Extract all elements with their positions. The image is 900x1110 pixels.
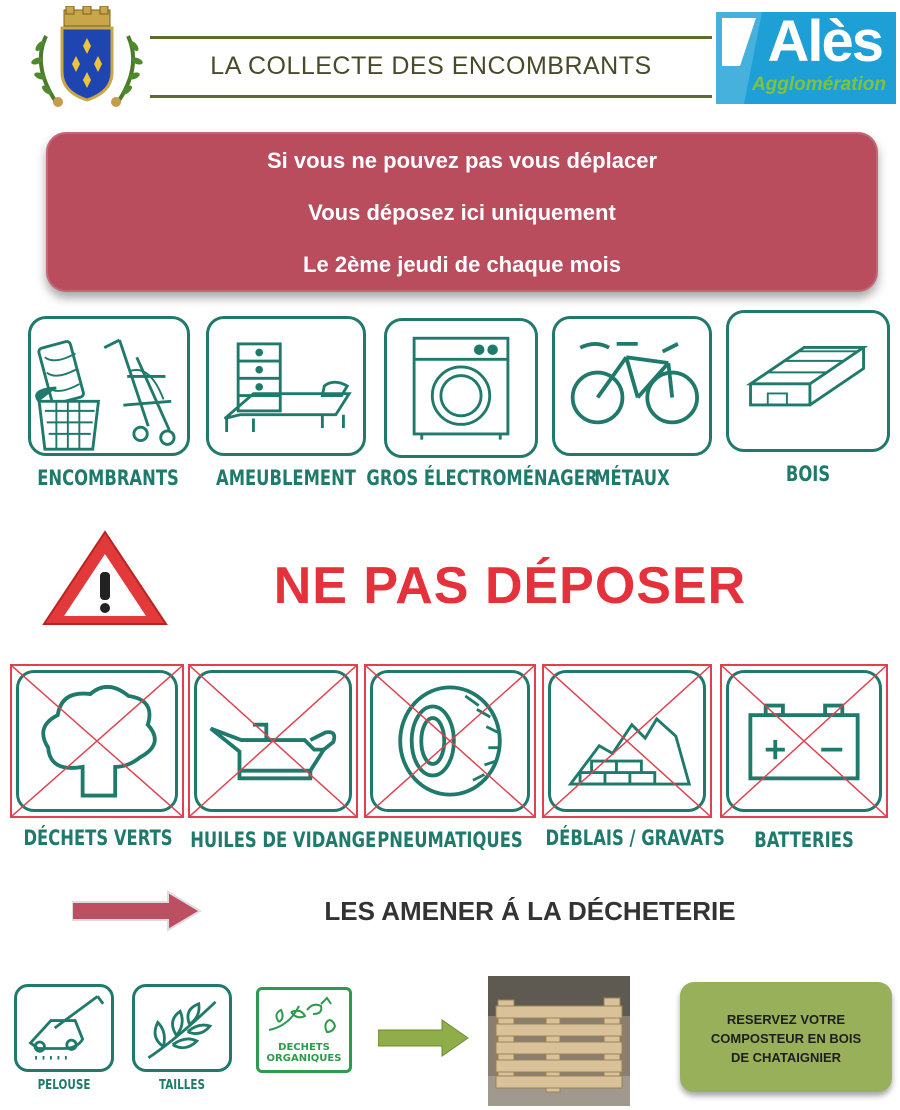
- ales-agglomeration-logo: [716, 9, 896, 104]
- compost-line-3: DE CHATAIGNIER: [730, 1050, 842, 1065]
- logo-subtitle: Agglomération: [751, 74, 886, 95]
- refused-oil-box: [188, 664, 358, 818]
- label-gros-electromenager: GROS ÉLECTROMÉNAGER: [366, 466, 598, 490]
- refused-battery-box: [720, 664, 888, 818]
- refused-tree-box: [10, 664, 184, 818]
- banner-line-2: Vous déposez ici uniquement: [308, 200, 616, 225]
- washing-machine-icon: [384, 318, 538, 458]
- label-tailles: TAILLES: [158, 1078, 206, 1093]
- page-title: LA COLLECTE DES ENCOMBRANTS: [210, 52, 652, 80]
- right-arrow-icon: [72, 890, 202, 932]
- warning-triangle-icon: [40, 528, 170, 628]
- compost-line-2: COMPOSTEUR EN BOIS: [710, 1031, 862, 1046]
- label-huiles-de-vidange: HUILES DE VIDANGE: [190, 828, 377, 852]
- refused-tire-box: [364, 664, 536, 818]
- furniture-icon: [206, 316, 366, 456]
- label-pelouse: PELOUSE: [37, 1078, 91, 1093]
- green-arrow-icon: [378, 1018, 470, 1058]
- organic-line-2: ORGANIQUES: [266, 1053, 342, 1064]
- wood-pallet-icon: [726, 310, 890, 452]
- organic-waste-label: [256, 1042, 352, 1064]
- organic-line-1: DECHETS: [278, 1042, 330, 1053]
- branch-icon: [132, 984, 232, 1072]
- label-pneumatiques: PNEUMATIQUES: [377, 828, 523, 852]
- label-bois: BOIS: [785, 462, 831, 486]
- bulky-items-icon: [28, 316, 190, 456]
- label-dechets-verts: DÉCHETS VERTS: [23, 826, 173, 850]
- info-banner: [46, 132, 878, 292]
- logo-name: Alès: [767, 9, 882, 74]
- compost-reservation-box[interactable]: [680, 982, 892, 1092]
- refused-rubble-box: [542, 664, 712, 818]
- compost-text: [680, 1010, 892, 1067]
- label-ameublement: AMEUBLEMENT: [216, 466, 356, 490]
- label-encombrants: ENCOMBRANTS: [37, 466, 179, 490]
- wooden-composter-photo: [488, 976, 630, 1106]
- city-crest-icon: [28, 6, 146, 112]
- decheterie-instruction: LES AMENER Á LA DÉCHETERIE: [324, 896, 736, 926]
- title-rule-top: [150, 36, 712, 39]
- compost-line-1: RESERVEZ VOTRE: [726, 1012, 846, 1027]
- label-batteries: BATTERIES: [754, 828, 854, 852]
- bicycle-icon: [552, 316, 712, 456]
- lawn-mower-icon: [14, 984, 114, 1072]
- do-not-deposit-heading: NE PAS DÉPOSER: [273, 557, 747, 615]
- banner-line-3: Le 2ème jeudi de chaque mois: [303, 252, 621, 277]
- title-rule-bottom: [150, 95, 712, 98]
- label-metaux: MÉTAUX: [594, 466, 670, 490]
- banner-line-1: Si vous ne pouvez pas vous déplacer: [266, 148, 658, 173]
- label-deblais-gravats: DÉBLAIS / GRAVATS: [545, 826, 725, 850]
